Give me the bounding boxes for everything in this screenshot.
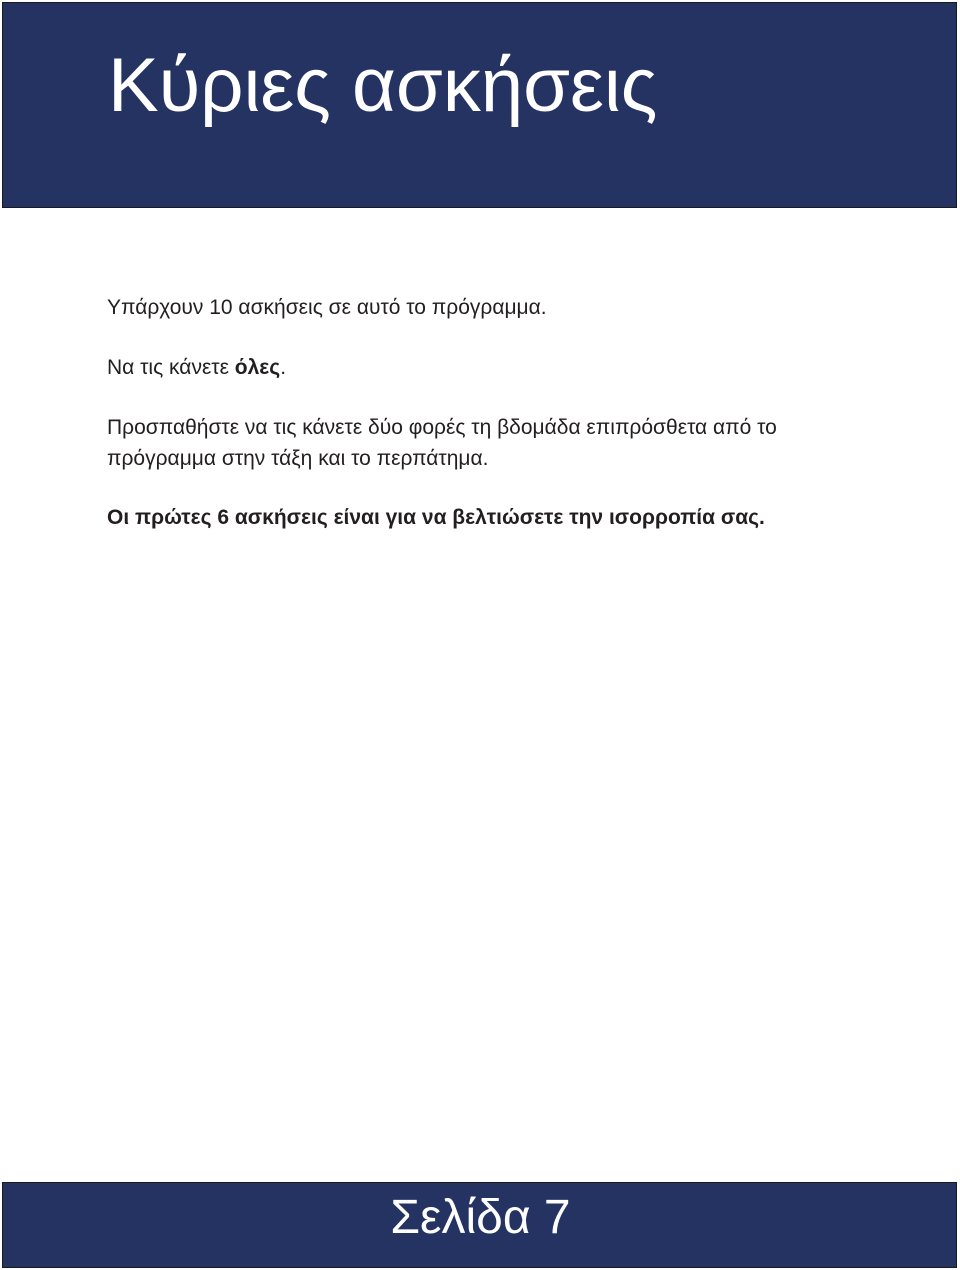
frequency-paragraph: Προσπαθήστε να τις κάνετε δύο φορές τη βδομάδα επιπρόσθετα από το πρόγραμμα στην τάξη και το περπάτημα.: [107, 416, 777, 470]
header-banner: [2, 2, 957, 208]
do-all-prefix: Να τις κάνετε: [107, 356, 235, 379]
do-all-suffix: .: [280, 356, 287, 379]
page-title: Κύριες ασκήσεις: [108, 43, 658, 128]
do-all-emphasis: όλες: [234, 356, 281, 379]
footer-banner: [2, 1182, 957, 1268]
balance-paragraph: Οι πρώτες 6 ασκήσεις είναι για να βελτιώσετε την ισορροπία σας.: [107, 506, 765, 529]
do-all-line: [107, 352, 286, 383]
page-number: Σελίδα 7: [390, 1191, 571, 1244]
intro-line: Υπάρχουν 10 ασκήσεις σε αυτό το πρόγραμμα.: [107, 296, 547, 319]
